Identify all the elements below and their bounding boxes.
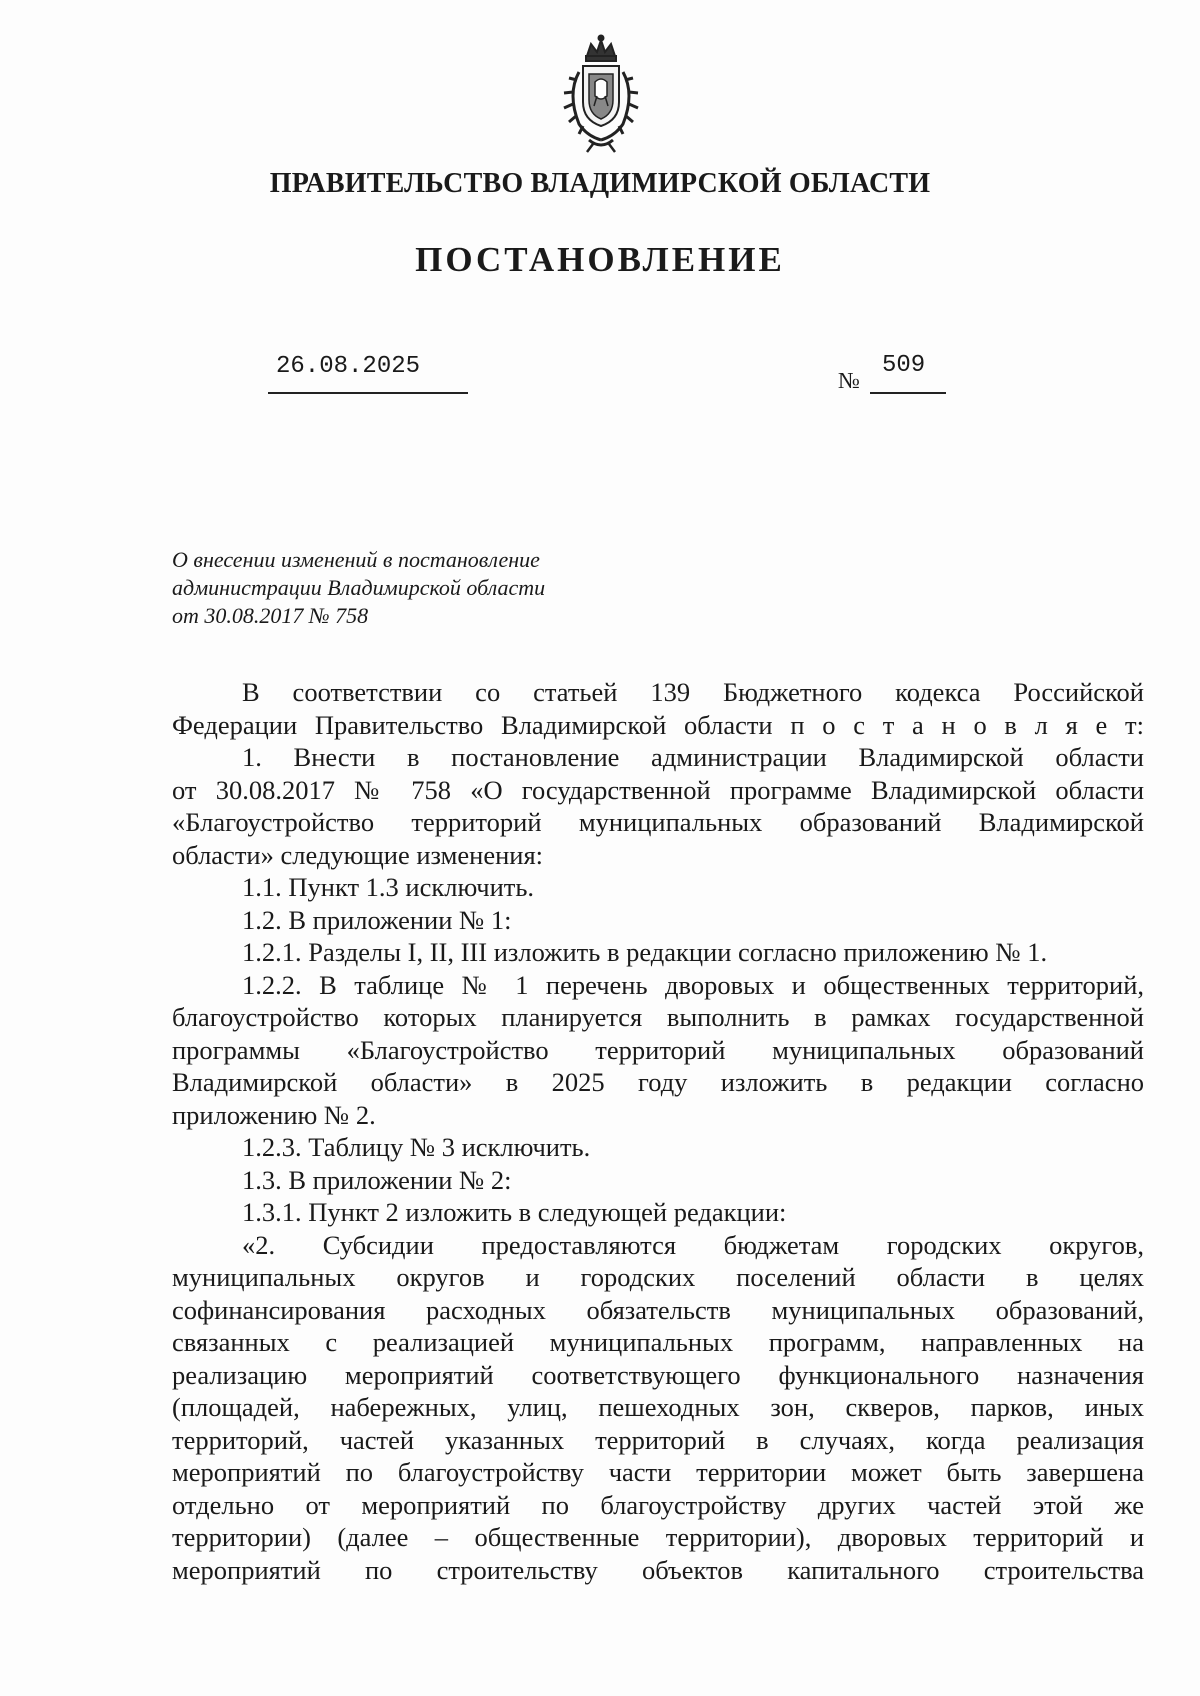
coat-of-arms-icon <box>553 34 649 154</box>
subject-line: от 30.08.2017 № 758 <box>172 603 369 628</box>
body-line: Федерации Правительство Владимирской области п о с т а н о в л я е т: <box>172 709 1144 740</box>
body-line: области» следующие изменения: <box>172 839 544 870</box>
number-underline <box>870 392 946 394</box>
body-line: реализацию мероприятий соответствующего функционального назначения <box>172 1359 1144 1390</box>
body-line: отдельно от мероприятий по благоустройству других частей этой же <box>172 1489 1144 1520</box>
body-line: 1.2. В приложении № 1: <box>242 904 512 935</box>
document-body <box>172 676 1144 1586</box>
body-line: территории) (далее – общественные территории), дворовых территорий и <box>172 1522 1144 1552</box>
body-line: территорий, частей указанных территорий в случаях, когда реализация <box>172 1424 1144 1455</box>
document-date: 26.08.2025 <box>276 353 421 380</box>
body-line: 1.2.2. В таблице № 1 перечень дворовых и общественных территорий, <box>242 969 1144 1000</box>
body-line: 1.1. Пункт 1.3 исключить. <box>242 872 535 902</box>
body-line: программы «Благоустройство территорий муниципальных образований <box>172 1034 1144 1065</box>
body-line: мероприятий по строительству объектов капитального строительства <box>172 1554 1144 1585</box>
number-sign: № <box>838 368 860 393</box>
body-line: муниципальных округов и городских поселений области в целях <box>172 1262 1144 1292</box>
document-type-heading: ПОСТАНОВЛЕНИЕ <box>415 240 785 279</box>
organization-title: ПРАВИТЕЛЬСТВО ВЛАДИМИРСКОЙ ОБЛАСТИ <box>269 168 931 199</box>
body-line: «2. Субсидии предоставляются бюджетам городских округов, <box>242 1229 1144 1260</box>
body-line: Владимирской области» в 2025 году изложить в редакции согласно <box>172 1067 1144 1097</box>
date-underline <box>268 392 468 394</box>
body-line: благоустройство которых планируется выполнить в рамках государственной <box>172 1002 1144 1032</box>
body-line: приложению № 2. <box>172 1099 376 1130</box>
document-number: 509 <box>882 352 926 379</box>
body-line: (площадей, набережных, улиц, пешеходных зон, скверов, парков, иных <box>172 1392 1144 1422</box>
document-date-field <box>268 352 468 394</box>
body-line: от 30.08.2017 № 758 «О государственной программе Владимирской области <box>172 774 1144 805</box>
body-line: 1.3. В приложении № 2: <box>242 1164 512 1195</box>
body-line: В соответствии со статьей 139 Бюджетного кодекса Российской <box>242 677 1144 707</box>
body-line: 1.3.1. Пункт 2 изложить в следующей редакции: <box>242 1197 787 1227</box>
document-subject <box>172 546 672 630</box>
body-line: 1.2.1. Разделы I, II, III изложить в редакции согласно приложению № 1. <box>242 937 1048 967</box>
body-line: мероприятий по благоустройству части территории может быть завершена <box>172 1457 1144 1487</box>
subject-line: О внесении изменений в постановление <box>172 547 540 572</box>
body-line: связанных с реализацией муниципальных программ, направленных на <box>172 1327 1144 1357</box>
body-line: софинансирования расходных обязательств муниципальных образований, <box>172 1294 1144 1325</box>
body-line: 1. Внести в постановление администрации Владимирской области <box>242 742 1144 772</box>
body-line: 1.2.3. Таблицу № 3 исключить. <box>242 1132 591 1162</box>
subject-line: администрации Владимирской области <box>172 575 546 600</box>
body-line: «Благоустройство территорий муниципальных образований Владимирской <box>172 807 1144 837</box>
